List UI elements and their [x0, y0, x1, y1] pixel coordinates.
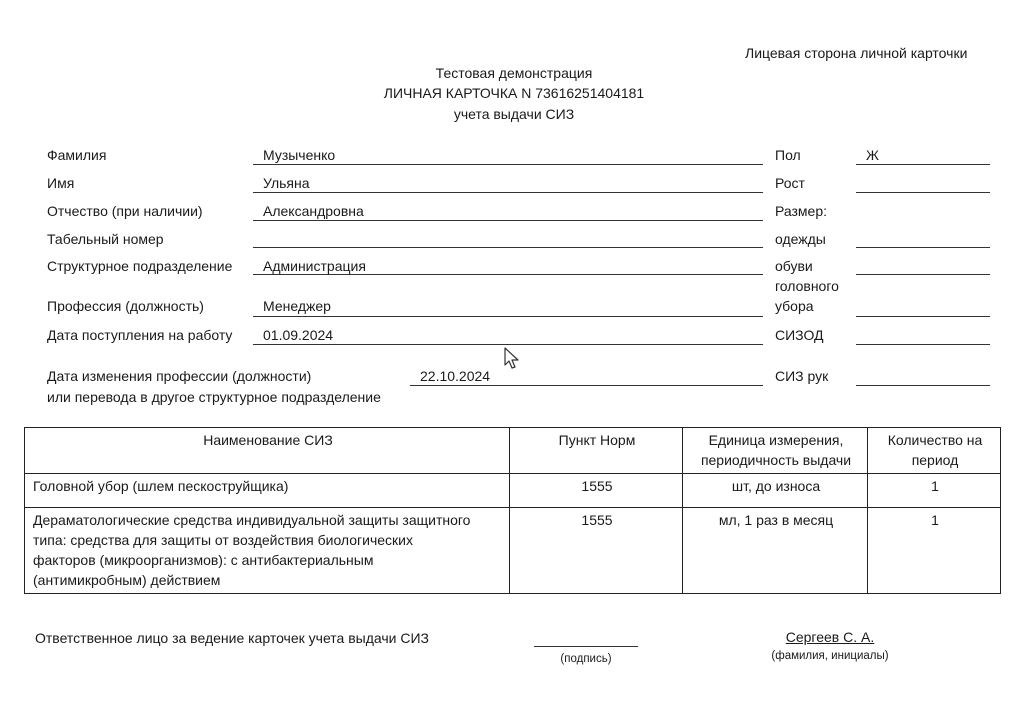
gender-label: Пол [775, 147, 801, 163]
mouse-pointer-icon [504, 347, 520, 371]
change-date-value: 22.10.2024 [420, 368, 491, 384]
name-value: Ульяна [263, 175, 310, 191]
surname-underline [253, 164, 763, 165]
header-unit-period: Единица измерения, периодичность выдачи [683, 428, 868, 474]
gloves-label: СИЗ рук [775, 368, 829, 384]
row-quantity: 1 [868, 508, 1001, 594]
height-label: Рост [775, 175, 805, 191]
gloves-underline [856, 385, 990, 386]
row-unit-period: мл, 1 раз в месяц [683, 508, 868, 594]
clothes-size-underline [856, 247, 990, 248]
row-norm-item: 1555 [510, 474, 683, 508]
height-underline [856, 192, 990, 193]
headwear-size-label-line2: убора [775, 298, 814, 314]
change-date-label-line2: или перевода в другое структурное подразделение [47, 389, 381, 405]
change-date-label-line1: Дата изменения профессии (должности) [47, 368, 312, 384]
gender-underline [856, 164, 990, 165]
sizod-label: СИЗОД [775, 327, 824, 343]
gender-value: Ж [866, 147, 879, 163]
table-header-row [25, 428, 1001, 474]
surname-label: Фамилия [47, 147, 107, 163]
shoes-size-label: обуви [775, 258, 813, 274]
row-siz-name: Головной убор (шлем пескоструйщика) [25, 474, 510, 508]
patronymic-underline [253, 220, 763, 221]
row-unit-period: шт, до износа [683, 474, 868, 508]
clothes-size-label: одежды [775, 231, 826, 247]
row-siz-name: Дераматологические средства индивидуальной защиты защитного типа: средства для защиты от воздействия биологических факторов (микроорганизмов): с антибактериальным (антимикробным) действием [25, 508, 510, 594]
profession-underline [253, 316, 763, 317]
table-row [25, 508, 1001, 594]
headwear-size-underline [856, 316, 990, 317]
surname-value: Музыченко [263, 147, 336, 163]
row-norm-item: 1555 [510, 508, 683, 594]
tab-number-label: Табельный номер [47, 231, 164, 247]
header-norm-item: Пункт Норм [510, 428, 683, 474]
size-label: Размер: [775, 203, 828, 219]
table-row [25, 474, 1001, 508]
siz-table [24, 427, 1001, 594]
card-subtitle: учета выдачи СИЗ [453, 106, 575, 122]
card-side-label: Лицевая сторона личной карточки [745, 45, 968, 61]
card-title: ЛИЧНАЯ КАРТОЧКА N 73616251404181 [383, 85, 645, 101]
patronymic-label: Отчество (при наличии) [47, 203, 203, 219]
header-quantity: Количество на период [868, 428, 1001, 474]
profession-value: Менеджер [263, 298, 331, 314]
shoes-size-underline [856, 274, 990, 275]
sizod-underline [856, 344, 990, 345]
profession-label: Профессия (должность) [47, 298, 204, 314]
hire-date-value: 01.09.2024 [263, 327, 334, 343]
name-underline [253, 192, 763, 193]
responsible-person-name: Сергеев С. А. [785, 629, 875, 645]
patronymic-value: Александровна [263, 203, 364, 219]
hire-date-label: Дата поступления на работу [47, 327, 233, 343]
responsible-person-label: Ответственное лицо за ведение карточек учета выдачи СИЗ [35, 630, 429, 646]
name-caption: (фамилия, инициалы) [771, 650, 889, 662]
headwear-size-label-line1: головного [775, 278, 839, 294]
name-label: Имя [47, 175, 75, 191]
change-date-underline [410, 385, 763, 386]
organization-name: Тестовая демонстрация [435, 65, 593, 81]
hire-date-underline [253, 344, 763, 345]
signature-caption: (подпись) [560, 653, 612, 665]
row-quantity: 1 [868, 474, 1001, 508]
department-underline [253, 274, 763, 275]
header-siz-name: Наименование СИЗ [25, 428, 510, 474]
department-value: Администрация [263, 258, 366, 274]
department-label: Структурное подразделение [47, 258, 233, 274]
signature-underline [534, 646, 638, 647]
tab-number-underline [253, 247, 763, 248]
